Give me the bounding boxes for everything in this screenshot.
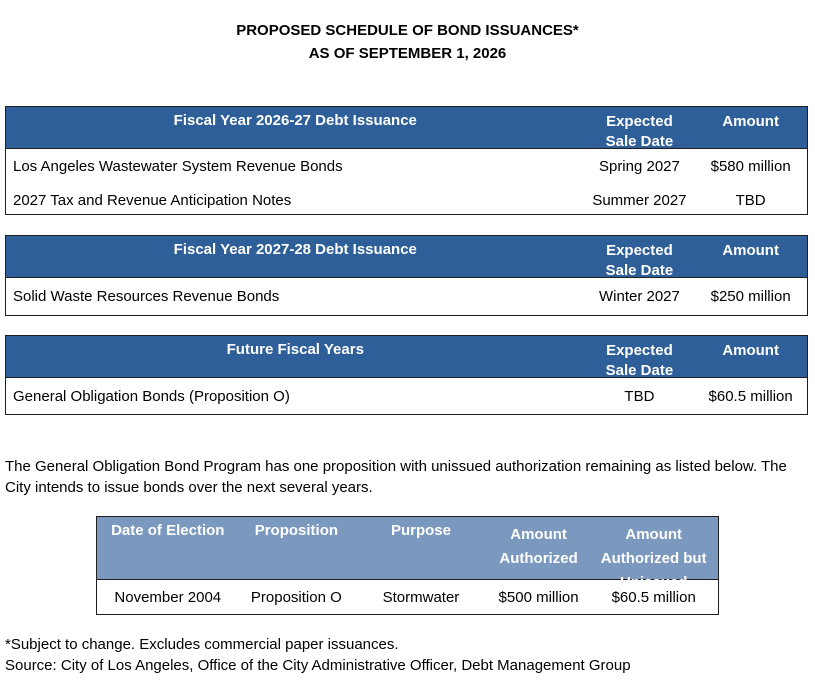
footnote: *Subject to change. Excludes commercial paper issuances. [5,636,399,653]
proposition: Proposition O [250,588,342,606]
authorized-header: Amount Authorized [499,526,578,567]
authorization-header [97,517,718,591]
purpose: Stormwater [382,588,460,606]
schedule-table-fy2027-28 [5,235,808,316]
amount: $250 million [710,288,791,305]
sale-date: TBD [624,387,655,405]
page-subtitle: AS OF SEPTEMBER 1, 2026 [308,45,507,62]
sale-date-header: Expected Sale Date [605,342,674,379]
issuance-name: General Obligation Bonds (Proposition O) [13,387,290,405]
schedule-header [6,236,807,278]
amount: TBD [735,191,766,209]
election-header: Date of Election [111,522,225,539]
sale-date: Spring 2027 [598,158,680,175]
schedule-heading: Fiscal Year 2026-27 Debt Issuance [173,112,417,129]
issuance-name: Solid Waste Resources Revenue Bonds [13,288,280,305]
proposition-header: Proposition [254,522,339,539]
amount-unissued: $60.5 million [611,588,696,606]
purpose-header: Purpose [390,522,451,539]
source-note: Source: City of Los Angeles, Office of the City Administrative Officer, Debt Management Group [5,657,631,674]
schedule-heading: Future Fiscal Years [226,341,364,358]
issuance-name: 2027 Tax and Revenue Anticipation Notes [13,191,292,209]
table-row [6,378,807,414]
amount-header: Amount [722,113,779,130]
schedule-table-fy2026-27 [5,106,808,215]
amount-header: Amount [722,242,779,259]
schedule-header [6,107,807,149]
sale-date-header: Expected Sale Date [605,113,674,150]
sale-date: Summer 2027 [592,191,687,209]
amount-authorized: $500 million [498,588,579,606]
issuance-name: Los Angeles Wastewater System Revenue Bonds [13,158,343,175]
schedule-header [6,336,807,378]
table-row [6,149,807,184]
table-row [6,184,807,216]
amount: $60.5 million [708,387,793,405]
table-row [6,278,807,315]
sale-date: Winter 2027 [598,288,680,305]
unissued-header: Amount Authorized but Unissued [600,526,707,591]
body-paragraph: The General Obligation Bond Program has one proposition with unissued authorization remaining as listed below. The City intends to issue bonds over the next several years. [5,458,787,496]
authorization-table [96,516,719,615]
election-date: November 2004 [114,588,222,606]
amount: $580 million [710,158,791,175]
sale-date-header: Expected Sale Date [605,242,674,279]
amount-header: Amount [722,342,779,359]
schedule-table-future [5,335,808,415]
page-title: PROPOSED SCHEDULE OF BOND ISSUANCES* [236,22,579,39]
schedule-heading: Fiscal Year 2027-28 Debt Issuance [173,241,417,258]
